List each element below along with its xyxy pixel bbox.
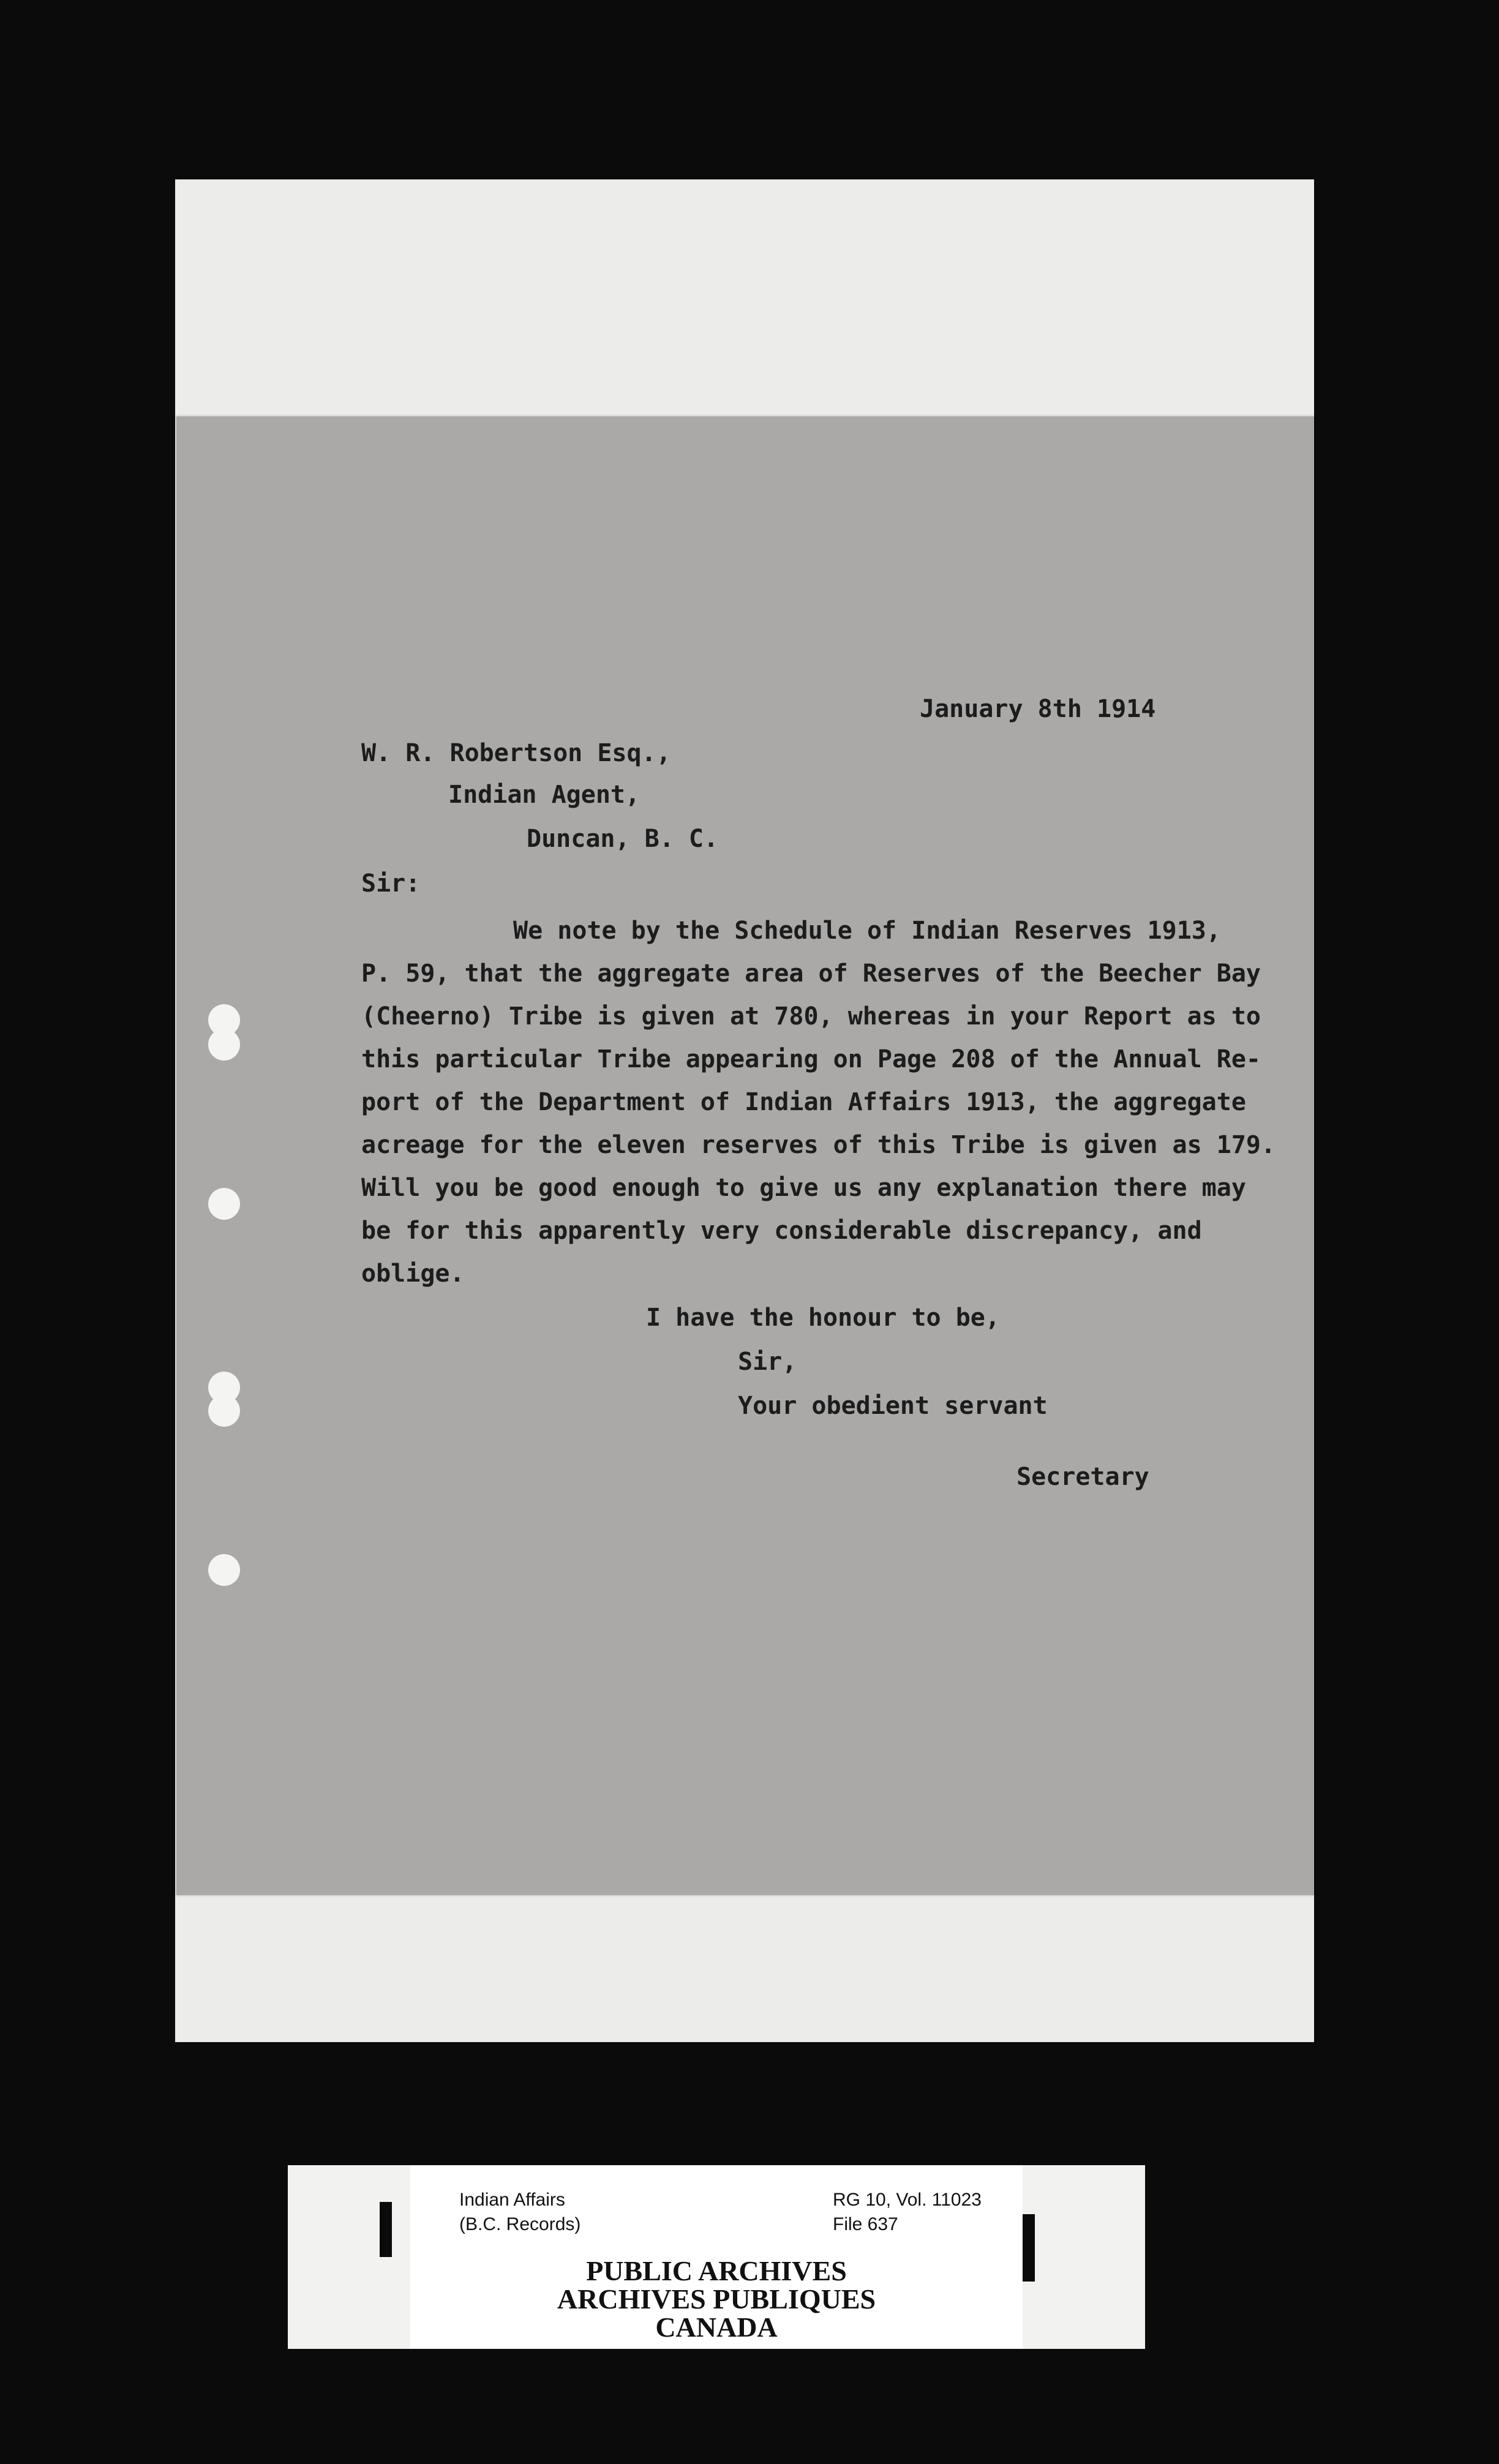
punch-hole xyxy=(208,1554,240,1586)
punch-hole xyxy=(208,1188,240,1220)
archive-title-fr: ARCHIVES PUBLIQUES xyxy=(557,2283,876,2315)
closing-servant: Your obedient servant xyxy=(738,1392,1048,1420)
archive-label-card xyxy=(288,2165,1145,2349)
recipient-place: Duncan, B. C. xyxy=(527,825,719,853)
body-line: this particular Tribe appearing on Page 208 of the Annual Re- xyxy=(361,1045,1261,1073)
recipient-name: W. R. Robertson Esq., xyxy=(361,739,671,767)
body-line: (Cheerno) Tribe is given at 780, whereas in your Report as to xyxy=(361,1002,1261,1031)
body-line: P. 59, that the aggregate area of Reserves of the Beecher Bay xyxy=(361,960,1261,988)
file-number: File 637 xyxy=(833,2214,898,2234)
archive-label xyxy=(410,2165,1023,2349)
salutation: Sir: xyxy=(361,870,421,898)
archive-title-country: CANADA xyxy=(655,2312,778,2343)
archive-title-en: PUBLIC ARCHIVES xyxy=(586,2255,847,2286)
closing-sir: Sir, xyxy=(738,1348,797,1376)
fonds-name: Indian Affairs xyxy=(459,2190,565,2210)
label-notch xyxy=(380,2202,392,2257)
fonds-subtitle: (B.C. Records) xyxy=(459,2214,581,2234)
body-line: be for this apparently very considerable discrepancy, and xyxy=(361,1217,1202,1245)
label-notch xyxy=(1023,2214,1035,2282)
recipient-title: Indian Agent, xyxy=(448,781,641,809)
body-line: Will you be good enough to give us any explanation there may xyxy=(361,1174,1246,1202)
body-line: oblige. xyxy=(361,1260,465,1288)
body-line: We note by the Schedule of Indian Reserves 1913, xyxy=(513,917,1221,945)
body-line: acreage for the eleven reserves of this Tribe is given as 179. xyxy=(361,1131,1276,1159)
body-line: port of the Department of Indian Affairs 1913, the aggregate xyxy=(361,1088,1246,1116)
punch-hole xyxy=(208,1395,240,1427)
signature-title: Secretary xyxy=(1016,1463,1149,1491)
letter-date: January 8th 1914 xyxy=(920,695,1156,723)
closing-line: I have the honour to be, xyxy=(646,1304,1000,1332)
record-group: RG 10, Vol. 11023 xyxy=(833,2190,982,2210)
punch-hole xyxy=(208,1029,240,1061)
